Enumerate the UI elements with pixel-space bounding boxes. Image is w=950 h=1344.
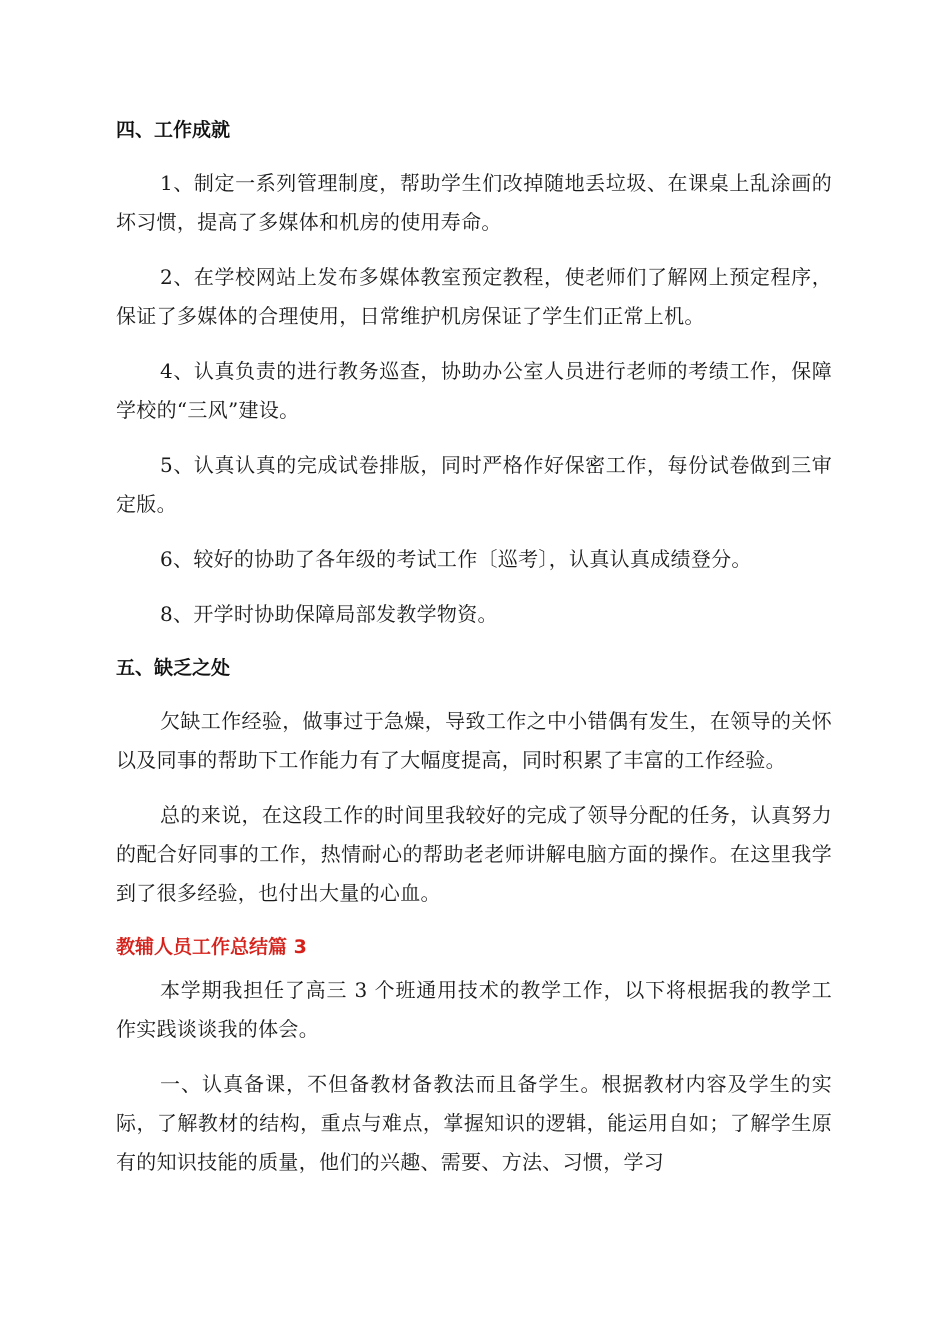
achievement-item: 6、较好的协助了各年级的考试工作〔巡考〕，认真认真成绩登分。 xyxy=(160,547,752,571)
achievement-item: 8、开学时协助保障局部发教学物资。 xyxy=(160,602,498,626)
shortcomings-paragraph: 欠缺工作经验，做事过于急燥，导致工作之中小错偶有发生，在领导的关怀以及同事的帮助下工作能力有了大幅度提高，同时积累了丰富的工作经验。 xyxy=(116,709,832,772)
achievement-item: 2、在学校网站上发布多媒体教室预定教程，使老师们了解网上预定程序，保证了多媒体的合理使用，日常维护机房保证了学生们正常上机。 xyxy=(116,265,832,328)
section-heading-achievements: 四、工作成就 xyxy=(116,119,231,141)
summary-paragraph: 总的来说，在这段工作的时间里我较好的完成了领导分配的任务，认真努力的配合好同事的工作，热情耐心的帮助老老师讲解电脑方面的操作。在这里我学到了很多经验，也付出大量的心血。 xyxy=(116,803,832,905)
document-body xyxy=(116,112,832,1198)
article-intro-paragraph: 本学期我担任了高三 3 个班通用技术的教学工作，以下将根据我的教学工作实践谈谈我的体会。 xyxy=(116,978,832,1041)
article-title: 教辅人员工作总结篇 3 xyxy=(116,936,307,958)
achievement-item: 5、认真认真的完成试卷排版，同时严格作好保密工作，每份试卷做到三审定版。 xyxy=(116,453,832,516)
section-heading-shortcomings: 五、缺乏之处 xyxy=(116,657,231,679)
article-body-paragraph: 一、认真备课，不但备教材备教法而且备学生。根据教材内容及学生的实际，了解教材的结构，重点与难点，掌握知识的逻辑，能运用自如；了解学生原有的知识技能的质量，他们的兴趣、需要、方法、习惯，学习 xyxy=(116,1072,832,1174)
achievement-item: 4、认真负责的进行教务巡查，协助办公室人员进行老师的考绩工作，保障学校的“三风”建设。 xyxy=(116,359,832,422)
achievement-item: 1、制定一系列管理制度，帮助学生们改掉随地丢垃圾、在课桌上乱涂画的坏习惯，提高了多媒体和机房的使用寿命。 xyxy=(116,171,832,234)
